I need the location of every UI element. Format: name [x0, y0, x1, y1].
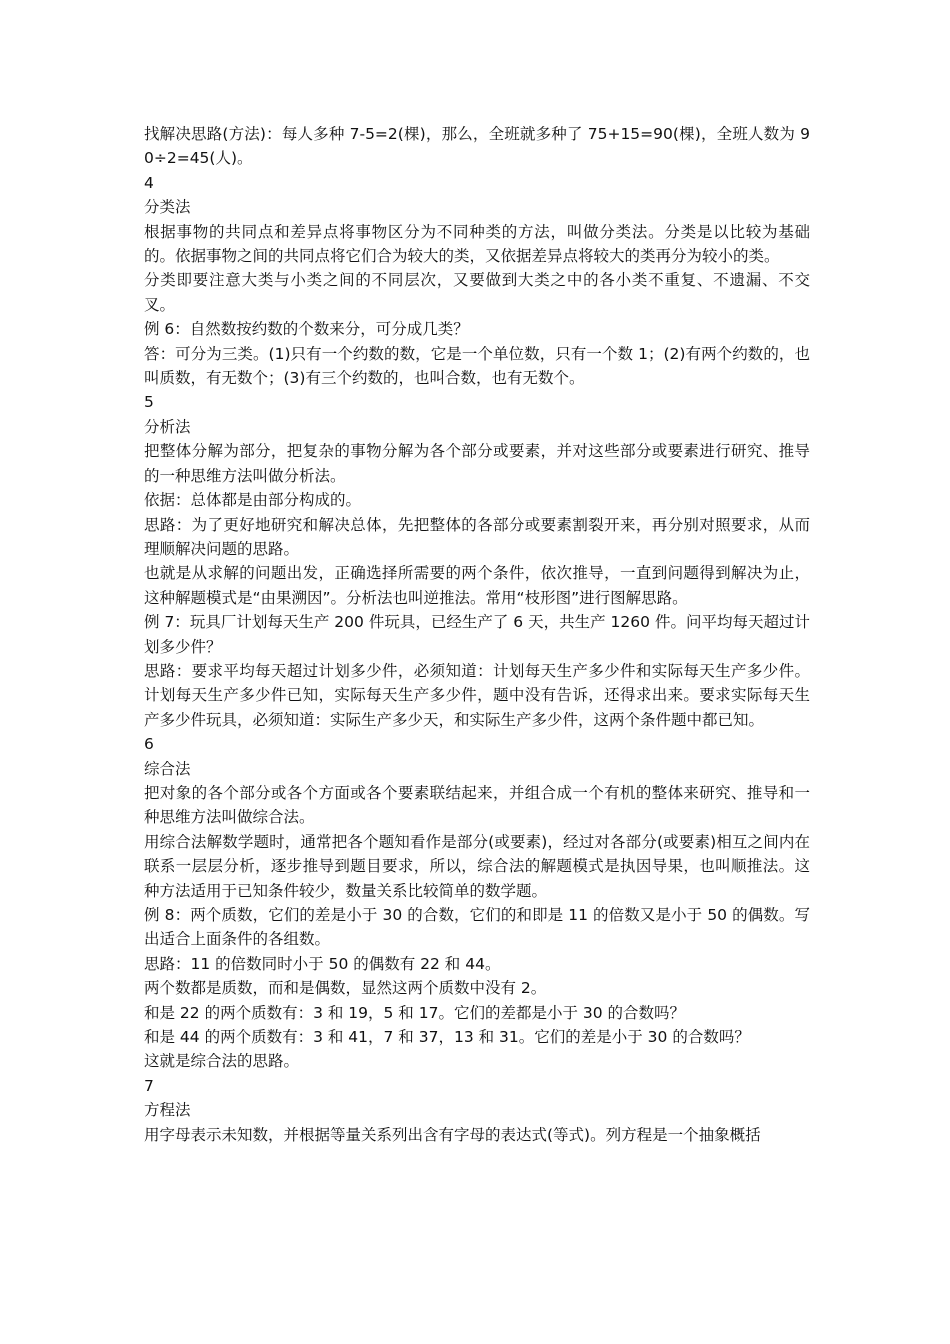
section-heading: 方程法 [144, 1101, 191, 1120]
paragraph: 也就是从求解的问题出发，正确选择所需要的两个条件，依次推导，一直到问题得到解决为止，这种解题模式是“由果溯因”。分析法也叫逆推法。常用“枝形图”进行图解思路。 [144, 564, 810, 607]
example-answer: 思路：11 的倍数同时小于 50 的偶数有 22 和 44。 [144, 954, 501, 973]
section-heading: 综合法 [144, 759, 191, 778]
section-number: 6 [144, 735, 154, 754]
paragraph: 根据事物的共同点和差异点将事物区分为不同种类的方法，叫做分类法。分类是以比较为基础的。依据事物之间的共同点将它们合为较大的类，又依据差异点将较大的类再分为较小的类。 [144, 222, 810, 266]
section-number: 5 [144, 393, 154, 412]
example-question: 例 8：两个质数，它们的差是小于 30 的合数，它们的和即是 11 的倍数又是小于 50 的偶数。写出适合上面条件的各组数。 [144, 906, 810, 949]
paragraph: 这就是综合法的思路。 [144, 1052, 300, 1071]
paragraph: 用综合法解数学题时，通常把各个题知看作是部分(或要素)，经过对各部分(或要素)相互之间内在联系一层层分析，逐步推导到题目要求，所以，综合法的解题模式是执因导果，也叫顺推法。这种方法适用于已知条件较少，数量关系比较简单的数学题。 [144, 832, 810, 900]
paragraph: 用字母表示未知数，并根据等量关系列出含有字母的表达式(等式)。列方程是一个抽象概括 [144, 1125, 761, 1144]
paragraph: 依据：总体都是由部分构成的。 [144, 491, 362, 510]
example-question: 例 7：玩具厂计划每天生产 200 件玩具，已经生产了 6 天，共生产 1260 件。问平均每天超过计划多少件？ [144, 613, 810, 656]
example-answer: 思路：要求平均每天超过计划多少件，必须知道：计划每天生产多少件和实际每天生产多少件。计划每天生产多少件已知，实际每天生产多少件，题中没有告诉，还得求出来。要求实际每天生产多少件玩具，必须知道：实际生产多少天，和实际生产多少件，这两个条件题中都已知。 [144, 661, 810, 729]
paragraph: 两个数都是质数，而和是偶数，显然这两个质数中没有 2。 [144, 979, 547, 998]
document-body [144, 122, 810, 1147]
paragraph: 分类即要注意大类与小类之间的不同层次，又要做到大类之中的各小类不重复、不遗漏、不交叉。 [144, 271, 810, 314]
example-answer: 答：可分为三类。(1)只有一个约数的数，它是一个单位数，只有一个数 1；(2)有两个约数的，也叫质数，有无数个；(3)有三个约数的，也叫合数，也有无数个。 [144, 344, 810, 388]
example-question: 例 6：自然数按约数的个数来分，可分成几类？ [144, 320, 469, 339]
paragraph: 把对象的各个部分或各个方面或各个要素联结起来，并组合成一个有机的整体来研究、推导和一种思维方法叫做综合法。 [144, 783, 810, 827]
section-number: 4 [144, 173, 154, 192]
paragraph: 找解决思路(方法)：每人多种 7-5=2(棵)，那么，全班就多种了 75+15=90(棵)，全班人数为 90÷2=45(人)。 [144, 125, 810, 168]
section-heading: 分析法 [144, 417, 191, 436]
paragraph: 思路：为了更好地研究和解决总体，先把整体的各部分或要素割裂开来，再分别对照要求，从而理顺解决问题的思路。 [144, 515, 810, 558]
paragraph: 和是 44 的两个质数有：3 和 41，7 和 37，13 和 31。它们的差是小于 30 的合数吗？ [144, 1028, 750, 1047]
paragraph: 和是 22 的两个质数有：3 和 19，5 和 17。它们的差都是小于 30 的合数吗？ [144, 1003, 686, 1022]
section-number: 7 [144, 1076, 154, 1095]
section-heading: 分类法 [144, 198, 191, 217]
paragraph: 把整体分解为部分，把复杂的事物分解为各个部分或要素，并对这些部分或要素进行研究、推导的一种思维方法叫做分析法。 [144, 442, 810, 485]
